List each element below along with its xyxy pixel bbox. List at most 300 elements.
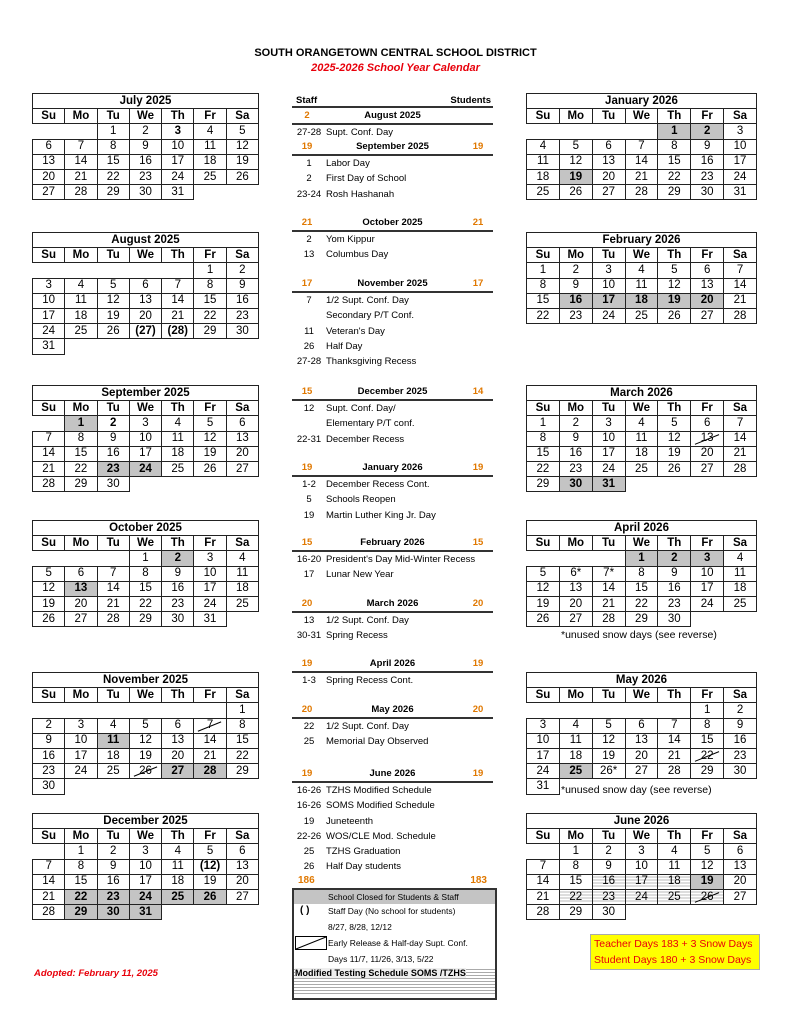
event-item bbox=[292, 339, 493, 354]
day-cell: 23 bbox=[592, 889, 625, 904]
staff-count: 21 bbox=[301, 217, 313, 228]
month-title: February 2026 bbox=[527, 233, 757, 248]
day-header: Sa bbox=[226, 401, 258, 416]
day-cell: 13 bbox=[691, 431, 724, 446]
empty-cell bbox=[97, 551, 129, 566]
day-cell: 27 bbox=[625, 764, 658, 779]
day-cell: 4 bbox=[658, 844, 691, 859]
day-cell: 9 bbox=[592, 859, 625, 874]
day-cell: 13 bbox=[226, 431, 258, 446]
day-cell: 13 bbox=[33, 154, 65, 169]
day-cell: 1 bbox=[226, 703, 258, 718]
month-title: November 2025 bbox=[33, 673, 259, 688]
day-cell: 15 bbox=[559, 874, 592, 889]
event-item bbox=[292, 734, 493, 749]
day-cell: 8 bbox=[65, 431, 97, 446]
legend-closed-swatch bbox=[294, 890, 328, 904]
event-date: 11 bbox=[304, 325, 314, 337]
day-cell: 1 bbox=[527, 263, 560, 278]
day-cell: 21 bbox=[162, 308, 194, 323]
day-cell: 10 bbox=[527, 733, 560, 748]
day-cell: 14 bbox=[592, 581, 625, 596]
day-cell: 1 bbox=[625, 551, 658, 566]
day-cell: 20 bbox=[129, 308, 161, 323]
day-cell: 10 bbox=[129, 859, 161, 874]
day-cell: 28 bbox=[658, 764, 691, 779]
day-cell: 21 bbox=[592, 596, 625, 611]
day-cell: 1 bbox=[194, 263, 226, 278]
day-cell: 10 bbox=[625, 859, 658, 874]
day-cell: 14 bbox=[33, 874, 65, 889]
day-cell: 21 bbox=[194, 748, 226, 763]
event-item bbox=[292, 844, 493, 859]
day-cell: 12 bbox=[527, 581, 560, 596]
students-label: Students bbox=[450, 95, 491, 106]
day-cell: 5 bbox=[527, 566, 560, 581]
event-text: Schools Reopen bbox=[326, 494, 396, 506]
day-cell: 6 bbox=[592, 139, 625, 154]
day-cell: 11 bbox=[162, 859, 194, 874]
day-cell: 14 bbox=[527, 874, 560, 889]
day-header: Fr bbox=[194, 248, 226, 263]
day-cell: 14 bbox=[658, 733, 691, 748]
event-date: 27-28 bbox=[296, 127, 322, 138]
day-cell: 25 bbox=[658, 889, 691, 904]
day-cell: 26 bbox=[691, 889, 724, 904]
empty-cell bbox=[33, 703, 65, 718]
event-date: 27-28 bbox=[296, 356, 322, 368]
day-cell: 4 bbox=[724, 551, 757, 566]
day-cell: 29 bbox=[559, 905, 592, 920]
event-text: Yom Kippur bbox=[326, 234, 375, 245]
day-cell: 21 bbox=[625, 169, 658, 184]
day-cell: 9 bbox=[559, 431, 592, 446]
day-header: Mo bbox=[559, 248, 592, 263]
day-cell: 15 bbox=[65, 874, 97, 889]
day-cell: 30 bbox=[592, 905, 625, 920]
day-cell: 2 bbox=[559, 416, 592, 431]
day-cell: 27 bbox=[65, 612, 97, 627]
day-header: Th bbox=[162, 536, 194, 551]
empty-cell bbox=[33, 844, 65, 859]
empty-cell bbox=[129, 339, 161, 354]
day-cell: 25 bbox=[625, 461, 658, 476]
day-cell: 24 bbox=[162, 169, 194, 184]
event-text: Secondary P/T Conf. bbox=[326, 310, 415, 322]
calendar-mar2026 bbox=[526, 385, 757, 492]
day-cell: 7 bbox=[625, 139, 658, 154]
empty-cell bbox=[162, 905, 194, 920]
day-cell: 5 bbox=[691, 844, 724, 859]
may-snow-note: *unused snow day (see reverse) bbox=[561, 784, 712, 796]
student-days: Student Days 180 + 3 Snow Days bbox=[594, 954, 752, 966]
empty-cell bbox=[194, 905, 226, 920]
day-header: Th bbox=[658, 829, 691, 844]
staff-count: 19 bbox=[301, 462, 313, 473]
day-cell: 12 bbox=[592, 733, 625, 748]
empty-cell bbox=[527, 703, 560, 718]
day-header: Su bbox=[33, 536, 65, 551]
day-cell: 3 bbox=[129, 416, 161, 431]
day-cell: 16 bbox=[658, 581, 691, 596]
day-cell: 30 bbox=[97, 477, 129, 492]
event-text: Thanksgiving Recess bbox=[326, 356, 417, 368]
day-cell: 26 bbox=[559, 185, 592, 200]
empty-cell bbox=[33, 416, 65, 431]
empty-cell bbox=[559, 124, 592, 139]
day-header: Mo bbox=[559, 401, 592, 416]
day-cell: 24 bbox=[592, 308, 625, 323]
student-count: 15 bbox=[472, 537, 484, 548]
day-cell: 7 bbox=[724, 263, 757, 278]
day-header: Mo bbox=[559, 829, 592, 844]
april-snow-note: *unused snow days (see reverse) bbox=[561, 629, 717, 641]
event-date: 2 bbox=[306, 173, 312, 185]
empty-cell bbox=[559, 703, 592, 718]
event-item bbox=[292, 719, 493, 734]
legend-paren-symbol: ( ) bbox=[300, 905, 310, 916]
day-header: Mo bbox=[65, 401, 97, 416]
day-cell: 23 bbox=[162, 596, 194, 611]
day-cell: 15 bbox=[658, 154, 691, 169]
day-cell: 29 bbox=[194, 324, 226, 339]
day-cell: 2 bbox=[129, 124, 161, 139]
day-header: Tu bbox=[97, 109, 129, 124]
event-text: Half Day bbox=[326, 340, 363, 352]
event-item bbox=[292, 308, 493, 323]
empty-cell bbox=[97, 339, 129, 354]
day-cell: 14 bbox=[33, 446, 65, 461]
event-item bbox=[292, 814, 493, 829]
day-cell: 16 bbox=[97, 446, 129, 461]
day-cell: 23 bbox=[658, 596, 691, 611]
day-cell: 27 bbox=[226, 461, 258, 476]
empty-cell bbox=[162, 779, 194, 794]
day-header: Th bbox=[162, 401, 194, 416]
event-text: December Recess bbox=[326, 433, 405, 445]
empty-cell bbox=[724, 477, 757, 492]
day-header: Sa bbox=[226, 109, 258, 124]
day-cell: 7 bbox=[162, 278, 194, 293]
event-month-name: September 2025 bbox=[356, 141, 429, 152]
event-date: 22-26 bbox=[296, 830, 322, 842]
day-cell: 12 bbox=[194, 431, 226, 446]
day-cell: 12 bbox=[129, 733, 161, 748]
day-cell: 12 bbox=[691, 859, 724, 874]
event-text: TZHS Modified Schedule bbox=[326, 785, 432, 796]
empty-cell bbox=[527, 551, 560, 566]
day-header: We bbox=[129, 688, 161, 703]
day-cell: 14 bbox=[724, 431, 757, 446]
day-cell: 18 bbox=[97, 748, 129, 763]
day-header: Sa bbox=[724, 688, 757, 703]
day-cell: 24 bbox=[65, 764, 97, 779]
day-header: Sa bbox=[226, 829, 258, 844]
empty-cell bbox=[625, 905, 658, 920]
day-cell: 3 bbox=[129, 844, 161, 859]
day-cell: 2 bbox=[691, 124, 724, 139]
legend-closed-text: School Closed for Students & Staff bbox=[328, 890, 495, 904]
event-item bbox=[292, 125, 493, 140]
day-cell: 23 bbox=[97, 461, 129, 476]
day-cell: 18 bbox=[65, 308, 97, 323]
empty-cell bbox=[65, 339, 97, 354]
day-cell: 23 bbox=[226, 308, 258, 323]
day-header: We bbox=[129, 248, 161, 263]
day-cell: 2 bbox=[97, 844, 129, 859]
event-date: 13 bbox=[303, 615, 315, 626]
day-cell: 9 bbox=[33, 733, 65, 748]
empty-cell bbox=[194, 185, 226, 200]
day-header: Tu bbox=[97, 829, 129, 844]
day-header: Fr bbox=[691, 536, 724, 551]
day-cell: 27 bbox=[559, 612, 592, 627]
day-header: Mo bbox=[65, 248, 97, 263]
day-cell: 1 bbox=[65, 416, 97, 431]
event-item bbox=[292, 432, 493, 447]
day-cell: 18 bbox=[724, 581, 757, 596]
day-cell: 10 bbox=[129, 431, 161, 446]
day-cell: 16 bbox=[559, 446, 592, 461]
day-cell: 2 bbox=[97, 416, 129, 431]
event-date: 25 bbox=[303, 846, 315, 858]
day-header: We bbox=[625, 401, 658, 416]
staff-count: 2 bbox=[304, 110, 310, 121]
empty-cell bbox=[658, 905, 691, 920]
day-cell: 13 bbox=[65, 581, 97, 596]
month-event-header bbox=[292, 537, 493, 552]
day-header: Fr bbox=[691, 248, 724, 263]
day-cell: 12 bbox=[559, 154, 592, 169]
empty-cell bbox=[194, 477, 226, 492]
day-cell: 23 bbox=[129, 169, 161, 184]
staff-count: 15 bbox=[301, 386, 313, 397]
event-month-name: December 2025 bbox=[357, 386, 428, 397]
empty-cell bbox=[691, 477, 724, 492]
day-cell: 20 bbox=[592, 169, 625, 184]
event-date: 22 bbox=[303, 721, 315, 732]
day-header: Su bbox=[527, 109, 560, 124]
day-cell: 11 bbox=[527, 154, 560, 169]
day-cell: 11 bbox=[194, 139, 226, 154]
day-cell: 30 bbox=[724, 764, 757, 779]
day-cell: 23 bbox=[33, 764, 65, 779]
day-cell: 21 bbox=[97, 596, 129, 611]
day-header: Fr bbox=[194, 401, 226, 416]
day-header: We bbox=[129, 401, 161, 416]
month-event-header bbox=[292, 768, 493, 783]
day-cell: 11 bbox=[162, 431, 194, 446]
empty-cell bbox=[33, 551, 65, 566]
day-cell: 17 bbox=[33, 308, 65, 323]
day-cell: 19 bbox=[592, 748, 625, 763]
day-cell: 1 bbox=[559, 844, 592, 859]
month-title: January 2026 bbox=[527, 94, 757, 109]
empty-cell bbox=[129, 703, 161, 718]
day-cell: 8 bbox=[65, 859, 97, 874]
empty-cell bbox=[724, 905, 757, 920]
events-dec bbox=[292, 386, 493, 447]
day-cell: 6 bbox=[129, 278, 161, 293]
event-text: Supt. Conf. Day bbox=[326, 127, 394, 138]
page-title: SOUTH ORANGETOWN CENTRAL SCHOOL DISTRICT bbox=[254, 47, 537, 59]
day-cell: 14 bbox=[625, 154, 658, 169]
day-cell: 9 bbox=[97, 859, 129, 874]
day-cell: 4 bbox=[559, 718, 592, 733]
day-cell: 13 bbox=[559, 581, 592, 596]
calendar-jan2026 bbox=[526, 93, 757, 200]
day-cell: 10 bbox=[194, 566, 226, 581]
calendar-jul2025 bbox=[32, 93, 259, 200]
event-date: 7 bbox=[306, 295, 312, 306]
day-cell: 17 bbox=[527, 748, 560, 763]
day-cell: 27 bbox=[724, 889, 757, 904]
event-item bbox=[292, 552, 493, 567]
day-cell: 5 bbox=[33, 566, 65, 581]
day-cell: 25 bbox=[559, 764, 592, 779]
day-cell: 15 bbox=[691, 733, 724, 748]
calendar-nov2025 bbox=[32, 672, 259, 795]
event-item bbox=[292, 477, 493, 492]
day-cell: 20 bbox=[65, 596, 97, 611]
day-header: Fr bbox=[691, 829, 724, 844]
day-cell: 29 bbox=[97, 185, 129, 200]
day-cell: (27) bbox=[129, 324, 161, 339]
day-cell: 15 bbox=[129, 581, 161, 596]
day-cell: 17 bbox=[129, 874, 161, 889]
day-cell: 31 bbox=[162, 185, 194, 200]
day-cell: 19 bbox=[97, 308, 129, 323]
day-cell: 30 bbox=[33, 779, 65, 794]
event-month-name: January 2026 bbox=[362, 462, 423, 473]
day-cell: 9 bbox=[97, 431, 129, 446]
staff-count: 20 bbox=[301, 704, 313, 715]
day-header: Su bbox=[527, 248, 560, 263]
event-text: Memorial Day Observed bbox=[326, 736, 429, 748]
day-header: Mo bbox=[559, 536, 592, 551]
day-cell: 3 bbox=[691, 551, 724, 566]
day-cell: 5 bbox=[592, 718, 625, 733]
month-title: April 2026 bbox=[527, 521, 757, 536]
empty-cell bbox=[527, 844, 560, 859]
event-item bbox=[292, 783, 493, 798]
day-cell: 24 bbox=[129, 461, 161, 476]
day-cell: 26 bbox=[658, 308, 691, 323]
event-text: Juneteenth bbox=[326, 815, 374, 827]
day-header: Tu bbox=[97, 688, 129, 703]
day-cell: 8 bbox=[691, 718, 724, 733]
day-header: Sa bbox=[226, 248, 258, 263]
student-count: 20 bbox=[472, 704, 484, 715]
day-cell: 28 bbox=[194, 764, 226, 779]
day-cell: 2 bbox=[33, 718, 65, 733]
event-text: 1/2 Supt. Conf. Day bbox=[326, 295, 409, 306]
day-cell: 13 bbox=[724, 859, 757, 874]
day-cell: 21 bbox=[65, 169, 97, 184]
day-cell: 10 bbox=[592, 278, 625, 293]
empty-cell bbox=[527, 124, 560, 139]
day-header: Sa bbox=[724, 536, 757, 551]
event-item bbox=[292, 508, 493, 523]
day-cell: 29 bbox=[129, 612, 161, 627]
events-mar bbox=[292, 598, 493, 644]
event-text: December Recess Cont. bbox=[326, 479, 430, 490]
day-cell: 3 bbox=[33, 278, 65, 293]
month-title: May 2026 bbox=[527, 673, 757, 688]
day-header: Su bbox=[527, 829, 560, 844]
event-date: 22-31 bbox=[296, 433, 322, 445]
month-title: September 2025 bbox=[33, 386, 259, 401]
event-item bbox=[292, 416, 493, 431]
slash-swatch-icon bbox=[295, 936, 327, 950]
day-cell: 2 bbox=[226, 263, 258, 278]
event-date: 25 bbox=[303, 736, 315, 748]
day-cell: 14 bbox=[194, 733, 226, 748]
day-cell: 22 bbox=[527, 461, 560, 476]
event-item bbox=[292, 673, 493, 688]
day-cell: 15 bbox=[194, 293, 226, 308]
day-cell: 18 bbox=[527, 169, 560, 184]
day-cell: 4 bbox=[162, 844, 194, 859]
day-header: We bbox=[129, 109, 161, 124]
day-cell: 11 bbox=[97, 733, 129, 748]
day-cell: 1 bbox=[691, 703, 724, 718]
empty-cell bbox=[226, 612, 258, 627]
day-cell: 5 bbox=[226, 124, 258, 139]
calendar-dec2025 bbox=[32, 813, 259, 920]
day-cell: 29 bbox=[65, 905, 97, 920]
day-cell: 7 bbox=[33, 431, 65, 446]
day-cell: 14 bbox=[65, 154, 97, 169]
event-item bbox=[292, 492, 493, 507]
day-cell: 10 bbox=[65, 733, 97, 748]
day-header: Tu bbox=[97, 536, 129, 551]
day-header: Th bbox=[658, 536, 691, 551]
day-header: Sa bbox=[226, 536, 258, 551]
day-cell: 13 bbox=[129, 293, 161, 308]
day-header: Sa bbox=[724, 401, 757, 416]
day-cell: 9 bbox=[691, 139, 724, 154]
day-cell: 6 bbox=[226, 844, 258, 859]
day-header: We bbox=[129, 829, 161, 844]
events-apr bbox=[292, 658, 493, 688]
day-cell: 23 bbox=[559, 461, 592, 476]
day-cell: 21 bbox=[33, 461, 65, 476]
day-cell: 30 bbox=[97, 905, 129, 920]
empty-cell bbox=[194, 779, 226, 794]
day-cell: 17 bbox=[129, 446, 161, 461]
student-count: 21 bbox=[472, 217, 484, 228]
day-cell: 8 bbox=[527, 278, 560, 293]
day-cell: 14 bbox=[162, 293, 194, 308]
day-cell: 17 bbox=[194, 581, 226, 596]
day-header: Tu bbox=[97, 248, 129, 263]
event-date: 5 bbox=[306, 494, 312, 506]
day-header: We bbox=[129, 536, 161, 551]
days-summary-box bbox=[590, 934, 760, 970]
event-text: SOMS Modified Schedule bbox=[326, 800, 435, 812]
day-cell: 9 bbox=[658, 566, 691, 581]
day-cell: 30 bbox=[658, 612, 691, 627]
student-count: 14 bbox=[472, 386, 484, 397]
day-cell: 16 bbox=[97, 874, 129, 889]
day-cell: 16 bbox=[592, 874, 625, 889]
day-cell: 29 bbox=[65, 477, 97, 492]
day-cell: 26 bbox=[33, 612, 65, 627]
day-cell: 22 bbox=[658, 169, 691, 184]
month-event-header bbox=[292, 704, 493, 719]
day-cell: 22 bbox=[527, 308, 560, 323]
